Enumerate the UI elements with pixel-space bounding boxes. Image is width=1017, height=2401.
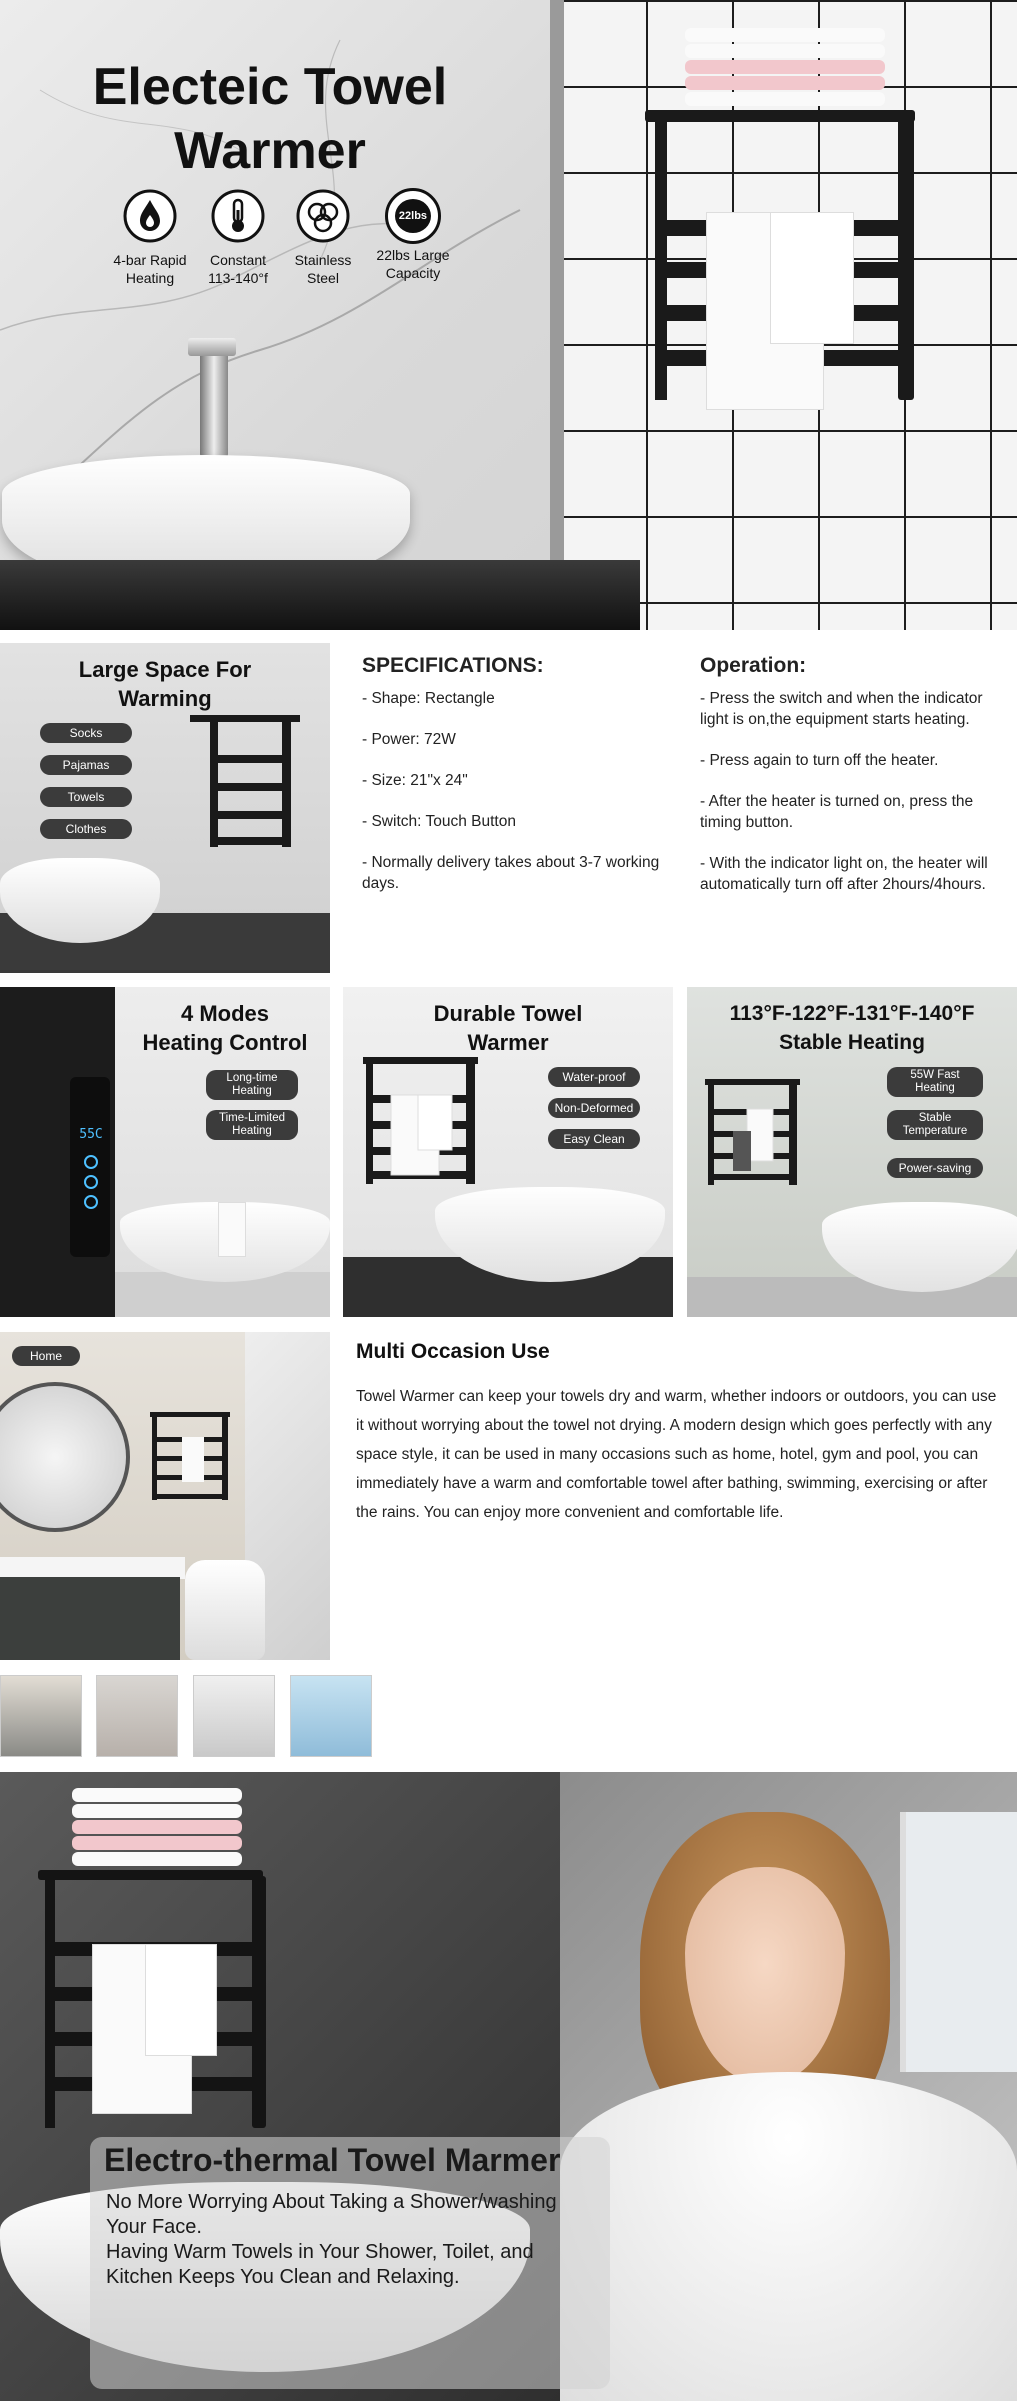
hero-rack-shelf: [645, 110, 915, 122]
durable-pill-easy-clean: Easy Clean: [548, 1129, 640, 1149]
hero-feature-3: [278, 188, 368, 287]
hero-hanging-towel-small: [770, 212, 854, 344]
weight-icon: [385, 188, 441, 244]
hero-title-line2: Warmer: [174, 122, 366, 180]
space-title-line1: Large Space For: [78, 657, 252, 682]
occasion-toilet: [185, 1560, 265, 1660]
operation-step-3: - After the heater is turned on, press the timing button.: [700, 793, 974, 831]
thumbnail-3[interactable]: [193, 1675, 275, 1757]
power-button-icon: [84, 1155, 98, 1169]
modes-title-line1: 4 Modes: [180, 1001, 270, 1026]
space-tag-socks: Socks: [40, 723, 132, 743]
banner-copy-line1: No More Worrying About Taking a Shower/washing: [106, 2191, 557, 2213]
occasion-text: [356, 1340, 1004, 1560]
hero-feature-2-line1: Constant: [209, 252, 267, 268]
occasion-mirror: [0, 1382, 130, 1532]
stable-title-line1: 113°F-122°F-131°F-140°F: [729, 1002, 975, 1025]
modes-display: 55C: [79, 1127, 103, 1142]
weight-badge: 22lbs: [395, 199, 431, 233]
hero-feature-4-line1: 22lbs Large: [376, 247, 450, 263]
operation-section: [700, 655, 1000, 955]
space-tag-pajamas: Pajamas: [40, 755, 132, 775]
hero-title: [60, 55, 480, 183]
timer-button-icon: [84, 1175, 98, 1189]
banner-copy: [106, 2190, 626, 2290]
banner-window: [900, 1812, 1017, 2072]
operation-heading: Operation:: [700, 654, 807, 677]
stable-title: [687, 999, 1017, 1057]
occasion-counter: [0, 1557, 185, 1579]
stable-pill-power-saving: Power-saving: [887, 1158, 983, 1178]
flame-icon: [122, 188, 178, 244]
durable-title-line2: Warmer: [467, 1030, 549, 1055]
space-rack: [190, 715, 300, 850]
space-title: [35, 655, 295, 713]
bottom-banner: [0, 1772, 1017, 2401]
spec-delivery: - Normally delivery takes about 3-7 working days.: [362, 854, 660, 892]
hero-feature-3-line1: Stainless: [294, 252, 352, 268]
modes-title-line2: Heating Control: [142, 1030, 308, 1055]
modes-pill-time-limited: Time-Limited Heating: [206, 1110, 298, 1140]
spec-power: - Power: 72W: [362, 731, 456, 748]
occasion-body: Towel Warmer can keep your towels dry and warm, whether indoors or outdoors, you can use it without worrying about the towel not drying. A modern design which goes perfectly with any space style, it can be used in many occasions such as home, hotel, gym and pool, you can immediately have a warm and comfortable towel after bathing, swimming, exercising or after the rains. You can enjoy more convenient and comfortable life.: [356, 1388, 997, 1521]
occasion-heading: Multi Occasion Use: [356, 1340, 550, 1363]
modes-towel: [218, 1202, 246, 1257]
occasion-vanity: [0, 1577, 180, 1660]
hero-section: [0, 0, 1017, 630]
hero-feature-4: [368, 188, 458, 282]
vanity-counter: [0, 560, 640, 630]
banner-woman-robe: [560, 2072, 1017, 2401]
mode-button-icon: [84, 1195, 98, 1209]
hero-towel-stack: [685, 28, 885, 106]
hero-feature-2: [193, 188, 283, 287]
durable-pill-non-deformed: Non-Deformed: [548, 1098, 640, 1118]
hero-feature-1-line1: 4-bar Rapid: [113, 252, 187, 268]
thermometer-icon: [210, 188, 266, 244]
specifications-section: [362, 655, 680, 955]
hero-feature-1: [105, 188, 195, 287]
occasion-home-label: Home: [12, 1346, 80, 1366]
spec-switch: - Switch: Touch Button: [362, 813, 516, 830]
banner-copy-line4: Kitchen Keeps You Clean and Relaxing.: [106, 2266, 460, 2288]
hero-feature-1-line2: Heating: [125, 270, 175, 286]
modes-tile: [0, 987, 330, 1317]
operation-step-4: - With the indicator light on, the heater will automatically turn off after 2hours/4hours.: [700, 855, 988, 893]
occasion-image: [0, 1332, 330, 1660]
hero-feature-2-line2: 113-140°f: [208, 270, 268, 286]
banner-copy-line3: Having Warm Towels in Your Shower, Toilet, and: [106, 2241, 534, 2263]
banner-towel-stack: [72, 1788, 242, 1866]
modes-pill-long-time: Long-time Heating: [206, 1070, 298, 1100]
modes-title: [120, 999, 330, 1057]
stable-title-line2: Stable Heating: [779, 1031, 925, 1054]
space-tag-towels: Towels: [40, 787, 132, 807]
durable-title: [378, 999, 638, 1057]
operation-step-1: - Press the switch and when the indicator light is on,the equipment starts heating.: [700, 690, 983, 728]
occasion-rack: [150, 1412, 230, 1502]
durable-tile: [343, 987, 673, 1317]
hero-feature-3-line2: Steel: [307, 270, 339, 286]
space-section: [0, 643, 330, 973]
banner-title: Electro-thermal Towel Marmer: [104, 2142, 561, 2178]
faucet: [200, 338, 228, 458]
space-tag-clothes: Clothes: [40, 819, 132, 839]
durable-rack: [363, 1057, 478, 1187]
stable-tile: [687, 987, 1017, 1317]
thumbnail-4[interactable]: [290, 1675, 372, 1757]
hero-feature-4-line2: Capacity: [385, 265, 441, 281]
thumbnail-1[interactable]: [0, 1675, 82, 1757]
banner-rack-shelf: [38, 1870, 263, 1880]
durable-title-line1: Durable Towel: [433, 1001, 583, 1026]
thumbnail-2[interactable]: [96, 1675, 178, 1757]
durable-pill-water-proof: Water-proof: [548, 1067, 640, 1087]
operation-step-2: - Press again to turn off the heater.: [700, 752, 939, 769]
faucet-spout: [188, 338, 236, 356]
specifications-heading: SPECIFICATIONS:: [362, 654, 544, 677]
banner-hanging-towel-small: [145, 1944, 217, 2056]
spec-shape: - Shape: Rectangle: [362, 690, 495, 707]
banner-copy-line2: Your Face.: [106, 2216, 202, 2238]
space-title-line2: Warming: [118, 686, 212, 711]
steel-icon: [295, 188, 351, 244]
stable-pill-stable-temperature: Stable Temperature: [887, 1110, 983, 1140]
hero-title-line1: Electeic Towel: [92, 58, 448, 116]
stable-pill-55w: 55W Fast Heating: [887, 1067, 983, 1097]
spec-size: - Size: 21"x 24": [362, 772, 468, 789]
stable-rack: [705, 1079, 800, 1187]
